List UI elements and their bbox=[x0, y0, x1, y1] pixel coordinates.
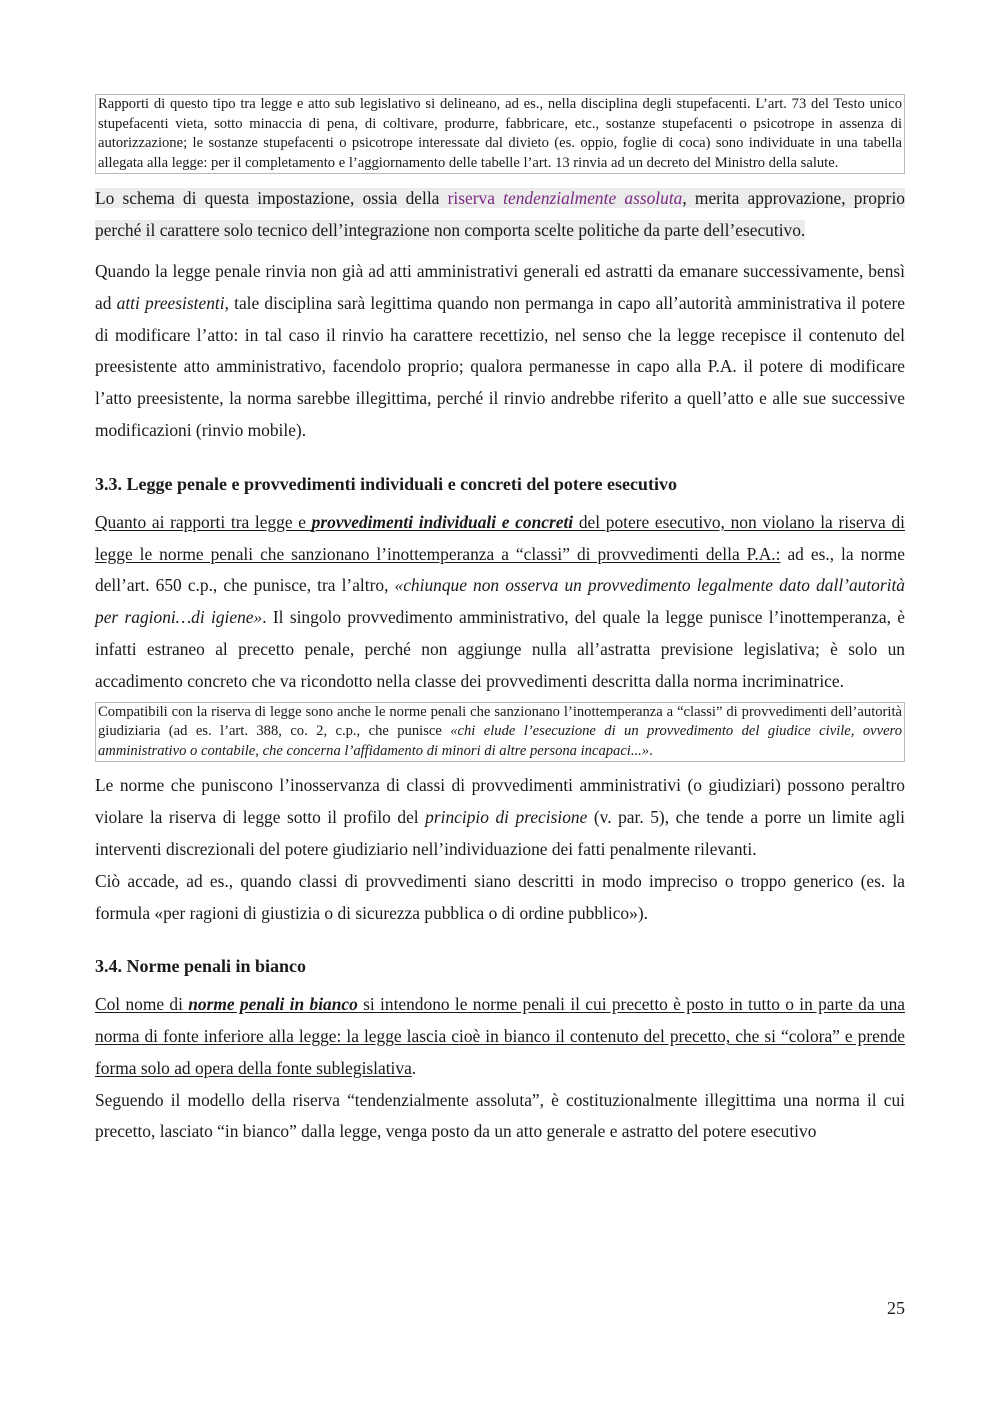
section-heading-3-3: 3.3. Legge penale e provvedimenti individuali e concreti del potere esecutivo bbox=[95, 473, 677, 494]
underlined-text: Col nome di bbox=[95, 994, 189, 1015]
text-run: (v. par. 5), che tende a porre un limite agli interventi discrezionali del potere giudiziario nell’individuazione dei fatti penalmente rilevanti. bbox=[95, 807, 906, 859]
text-run: . Il singolo provvedimento amministrativo, del quale la legge punisce l’inottemperanza, è infatti estraneo al precetto penale, perché non aggiunge nulla all’astratta previsione legislativa; è solo un accadimento concreto che va ricondotto nella classe dei provvedimenti descritta dalla norma incriminatrice. bbox=[95, 607, 905, 691]
note-text: Rapporti di questo tipo tra legge e atto sub legislativo si delineano, ad es., nella disciplina degli stupefacenti. L’art. 73 del Testo unico stupefacenti vieta, sotto minaccia di pena, di coltivare, produrre, fabbricare, etc., sostanze stupefacenti o psicotrope in assenza di autorizzazione; le sostanze stupefacenti o psicotrope interessate dal divieto (es. oppio, foglie di coca) sono individuate in una tabella allegata alla legge: per il completamento e l’aggiornamento delle tabelle l’art. 13 rinvia ad un decreto del Ministro della salute. bbox=[98, 96, 902, 171]
text-run: Lo schema di questa impostazione, ossia della bbox=[95, 188, 448, 209]
underlined-text: si intendono le norme penali il cui precetto è posto in tutto o in parte da una norma di fonte inferiore alla legge: la legge lascia cioè in bianco il contenuto del precetto, che si “colora” e prende forma solo ad opera della fonte sublegislativa bbox=[95, 994, 905, 1078]
text-run: ad es., la norme dell’art. 650 c.p., che punisce, tra l’altro, bbox=[95, 543, 905, 596]
paragraph-riserva-tendenziale: Seguendo il modello della riserva “tendenzialmente assoluta”, è costituzionalmente illegittima una norma il cui precetto, lasciato “in bianco” dalla legge, venga posto da un atto generale e astratto del potere esecutivo bbox=[95, 1089, 905, 1142]
italic-quote: «chiunque non osserva un provvedimento legalmente dato dall’autorità per ragioni…di igiene» bbox=[95, 575, 905, 628]
note-text: . bbox=[649, 742, 653, 759]
note-box-giudiziaria bbox=[95, 702, 905, 763]
note-box-stupefacenti bbox=[95, 94, 905, 174]
paragraph-schema bbox=[95, 183, 905, 247]
bold-italic-underlined-text: provvedimenti individuali e concreti bbox=[311, 511, 574, 532]
purple-italic-text: tendenzialmente assoluta bbox=[503, 188, 683, 209]
page-number: 25 bbox=[887, 1298, 905, 1318]
italic-text: atti preesistenti bbox=[116, 292, 225, 313]
paragraph-impreciso: Ciò accade, ad es., quando classi di provvedimenti siano descritti in modo impreciso o troppo generico (es. la formula «per ragioni di giustizia o di sicurezza pubblica o di ordine pubblico»). bbox=[95, 870, 905, 923]
text-run: . bbox=[411, 1057, 417, 1078]
underlined-text: Quanto ai rapporti tra legge e bbox=[95, 511, 312, 532]
italic-quote: «chi elude l’esecuzione di un provvedimento del giudice civile, ovvero amministrativo o contabile, che concerna l’affidamento di minori di altre persona incapaci...» bbox=[98, 723, 902, 759]
purple-text: riserva bbox=[447, 188, 504, 209]
highlighted-text bbox=[95, 188, 905, 240]
paragraph-provvedimenti bbox=[95, 507, 905, 698]
section-heading-3-4: 3.4. Norme penali in bianco bbox=[95, 956, 307, 977]
text-run: Quando la legge penale rinvia non già ad atti amministrativi generali ed astratti da emanare successivamente, bensì ad bbox=[95, 260, 905, 313]
bold-italic-underlined-text: norme penali in bianco bbox=[188, 994, 358, 1015]
underlined-text: del potere esecutivo, non violano la riserva di legge le norme penali che sanzionano l’inottemperanza a “classi” di provvedimenti della P.A.: bbox=[95, 511, 905, 564]
paragraph-atti-preesistenti bbox=[95, 256, 905, 447]
paragraph-norme-in-bianco bbox=[95, 989, 905, 1084]
paragraph-precisione bbox=[95, 770, 905, 865]
italic-text: principio di precisione bbox=[425, 807, 588, 828]
text-run: , tale disciplina sarà legittima quando non permanga in capo all’autorità amministrativa il potere di modificare l’atto: in tal caso il rinvio ha carattere recettizio, nel senso che la legge recepisce il contenuto del preesistente atto amministrativo, facendolo proprio; qualora permanesse in capo alla P.A. il potere di modificare l’atto preesistente, la norma sarebbe illegittima, perché il rinvio andrebbe riferito a quell’atto e alle sue successive modificazioni (rinvio mobile). bbox=[95, 292, 905, 440]
page-body bbox=[95, 94, 905, 1148]
text-run: , merita approvazione, proprio perché il carattere solo tecnico dell’integrazione non comporta scelte politiche da parte dell’esecutivo. bbox=[95, 188, 905, 241]
note-text: Compatibili con la riserva di legge sono anche le norme penali che sanzionano l’inottemperanza a “classi” di provvedimenti dell’autorità giudiziaria (ad es. l’art. 388, co. 2, c.p., che punisce bbox=[98, 703, 902, 740]
text-run: Le norme che puniscono l’inosservanza di classi di provvedimenti amministrativi (o giudiziari) possono peraltro violare la riserva di legge sotto il profilo del bbox=[95, 775, 905, 828]
